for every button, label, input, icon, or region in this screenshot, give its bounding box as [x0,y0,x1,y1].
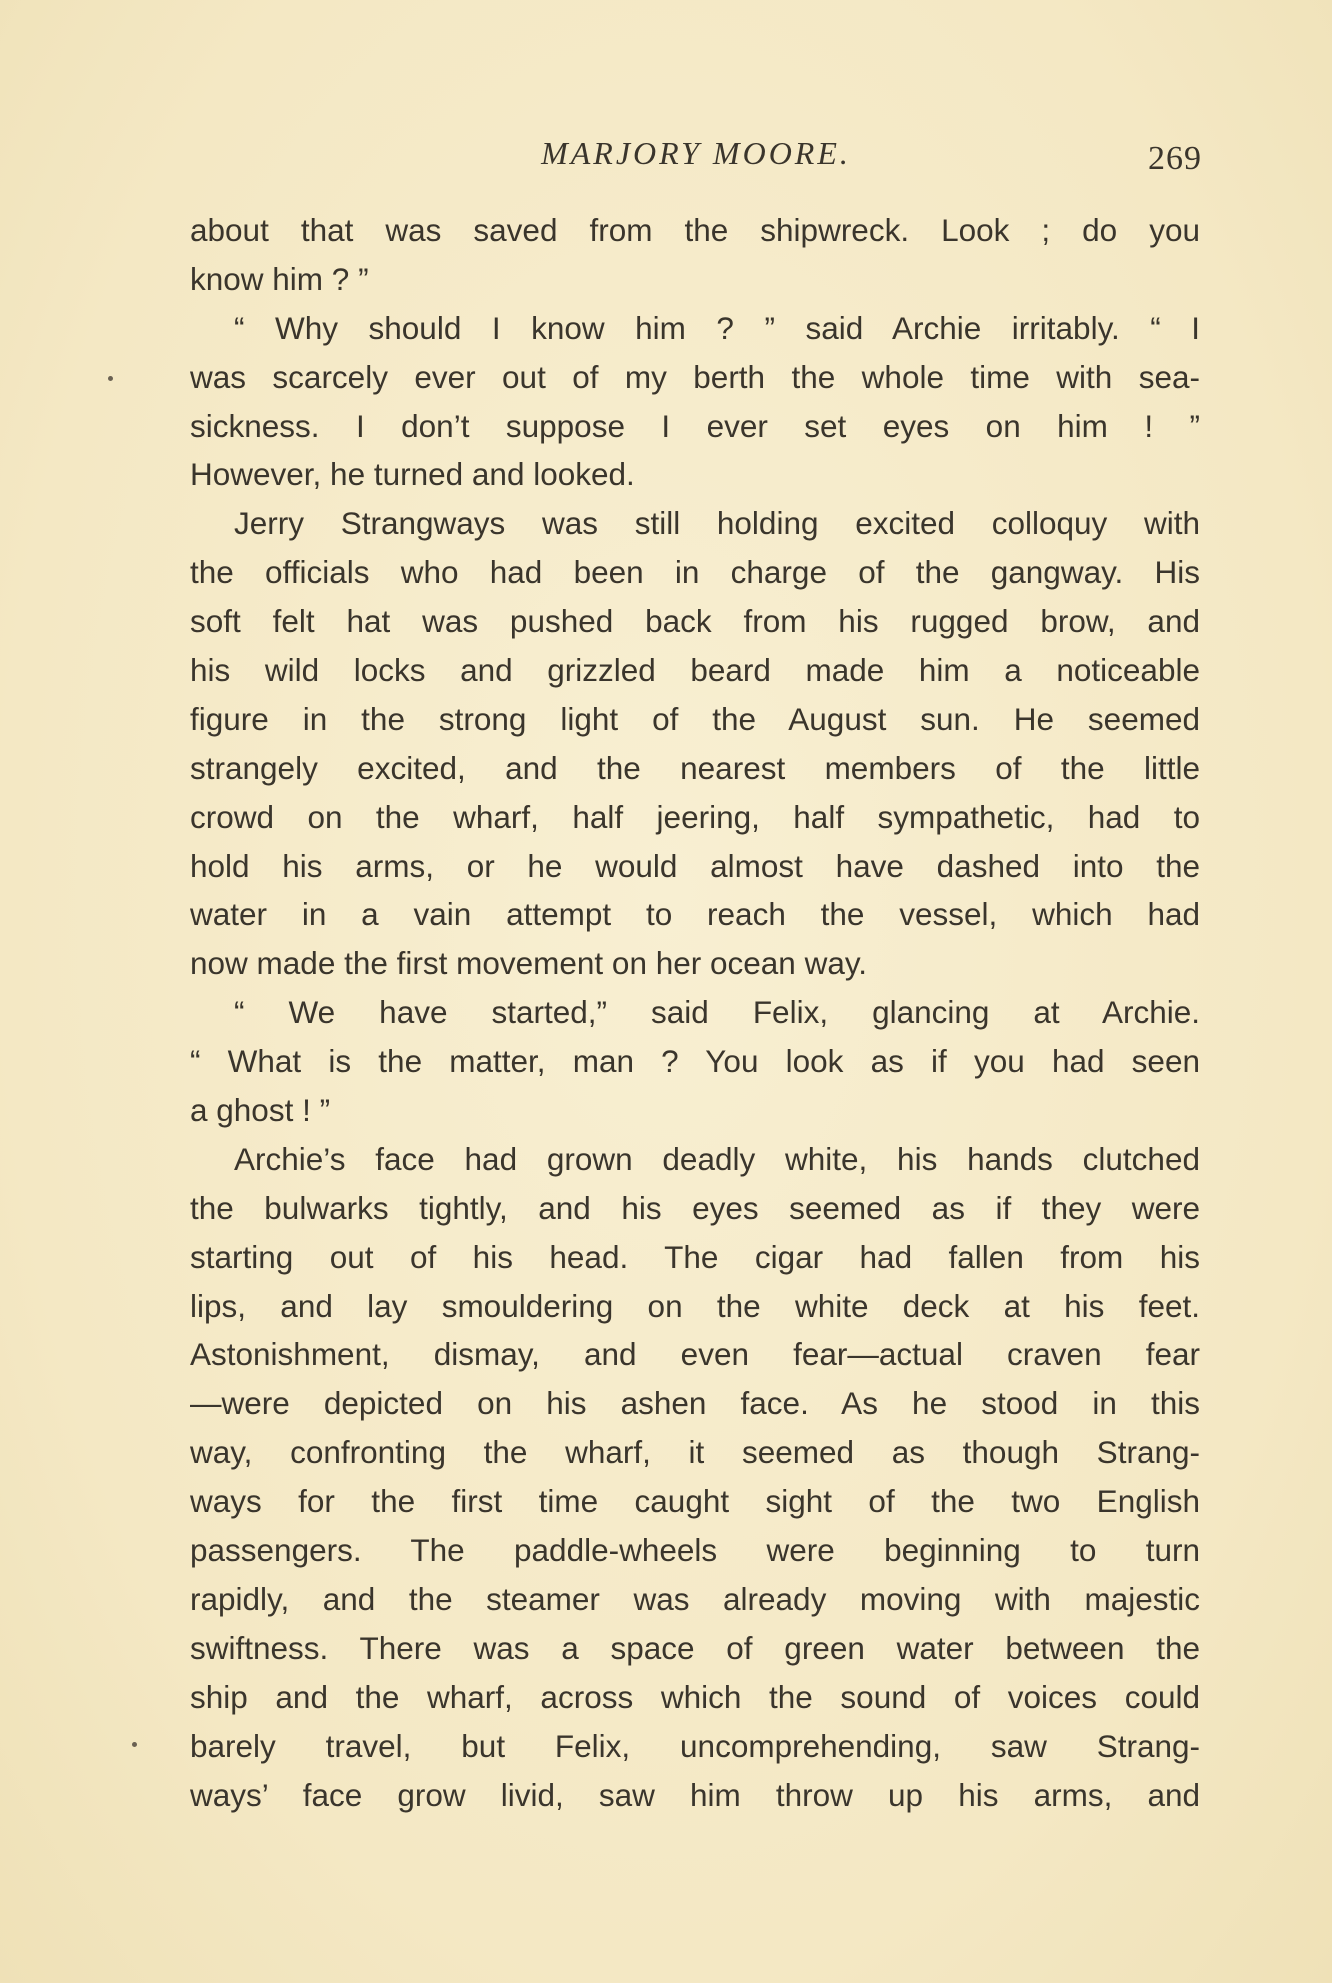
text-line: lips, and lay smouldering on the white deck at his feet. [190,1287,1200,1324]
text-line: “ What is the matter, man ? You look as if you had seen [190,1043,1200,1080]
text-line: —were depicted on his ashen face. As he stood in this [190,1385,1200,1422]
text-line: strangely excited, and the nearest members of the little [190,749,1200,786]
text-line: crowd on the wharf, half jeering, half sympathetic, had to [190,798,1200,835]
text-line: about that was saved from the shipwreck. Look ; do you [190,212,1200,248]
body-text [190,206,1200,1819]
text-line: Archie’s face had grown deadly white, his hands clutched [234,1140,1200,1177]
text-line: Jerry Strangways was still holding excited colloquy with [234,505,1200,542]
text-line: know him ? ” [190,260,369,297]
text-line: the bulwarks tightly, and his eyes seemed as if they were [190,1189,1200,1226]
text-line: figure in the strong light of the August sun. He seemed [190,700,1200,737]
text-line: now made the first movement on her ocean way. [190,945,868,982]
text-line: swiftness. There was a space of green water between the [190,1629,1200,1666]
text-line: was scarcely ever out of my berth the whole time with sea- [190,358,1200,395]
text-line: the officials who had been in charge of the gangway. His [190,554,1200,591]
page-number: 269 [1148,140,1202,177]
text-line: ship and the wharf, across which the sound of voices could [190,1678,1200,1715]
text-line: starting out of his head. The cigar had fallen from his [190,1238,1200,1275]
text-line: sickness. I don’t suppose I ever set eyes on him ! ” [190,407,1200,444]
text-line: soft felt hat was pushed back from his rugged brow, and [190,603,1200,640]
text-line: barely travel, but Felix, uncomprehending, saw Strang- [190,1727,1200,1764]
text-line: “ Why should I know him ? ” said Archie irritably. “ I [234,309,1200,346]
text-line: “ We have started,” said Felix, glancing at Archie. [234,994,1200,1031]
text-line: Astonishment, dismay, and even fear—actual craven fear [190,1336,1200,1373]
text-line: However, he turned and looked. [190,456,635,493]
text-line: ways’ face grow livid, saw him throw up his arms, and [190,1776,1200,1813]
text-line: water in a vain attempt to reach the vessel, which had [190,896,1200,933]
text-line: ways for the first time caught sight of the two English [190,1483,1200,1520]
running-title: MARJORY MOORE. [541,135,851,171]
running-head [190,128,1202,178]
text-line: his wild locks and grizzled beard made him a noticeable [190,652,1200,689]
text-line: rapidly, and the steamer was already moving with majestic [190,1580,1200,1617]
text-line: passengers. The paddle-wheels were beginning to turn [190,1532,1200,1569]
text-line: hold his arms, or he would almost have dashed into the [190,847,1200,884]
text-line: a ghost ! ” [190,1092,331,1129]
margin-speck [132,1742,137,1747]
text-line: way, confronting the wharf, it seemed as though Strang- [190,1434,1200,1471]
margin-speck [108,376,113,381]
